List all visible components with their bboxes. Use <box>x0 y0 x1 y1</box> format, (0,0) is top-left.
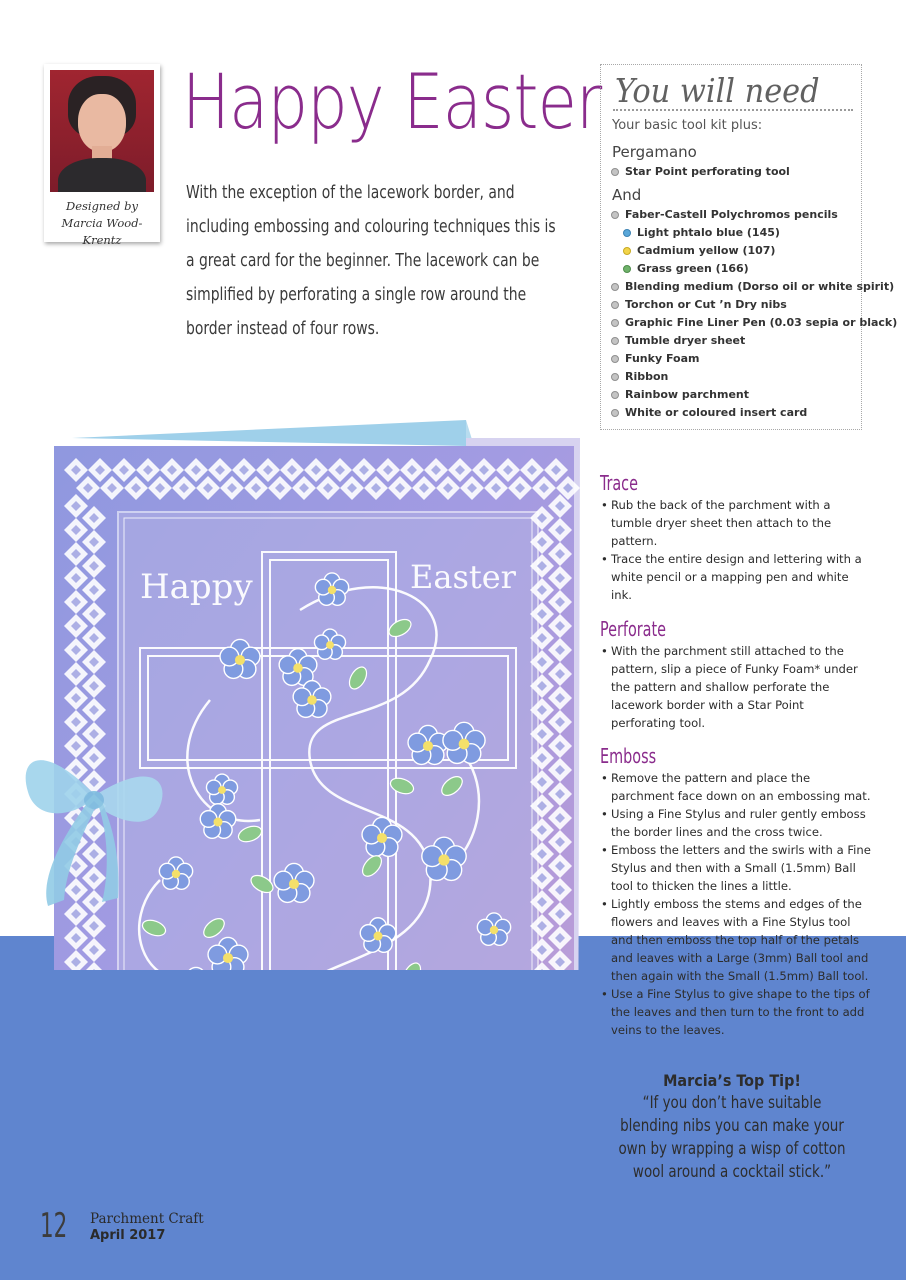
author-photo <box>50 70 154 192</box>
materials-title: You will need <box>615 71 820 110</box>
list-item: Grass green (166) <box>610 260 897 278</box>
perforate-list <box>600 642 872 732</box>
perforate-section <box>600 616 872 732</box>
materials-divider <box>613 109 853 111</box>
list-item: • With the parchment still attached to the pattern, slip a piece of Funky Foam* under the pattern and shallow perforate the lacework border with a Star Point perforating tool. <box>600 642 872 732</box>
list-item: Star Point perforating tool <box>610 163 790 181</box>
list-item: White or coloured insert card <box>610 404 897 422</box>
emboss-heading: Emboss <box>600 744 657 768</box>
list-item: • Lightly emboss the stems and edges of the flowers and leaves with a Fine Stylus tool and then emboss the top half of the petals and leaves with a Large (3mm) Ball tool and then again with the Small (1.5mm) Ball tool. <box>600 895 872 985</box>
bullet-icon <box>611 355 619 363</box>
issue-date: April 2017 <box>90 1228 166 1243</box>
list-item: Graphic Fine Liner Pen (0.03 sepia or black) <box>610 314 897 332</box>
bullet-icon <box>611 409 619 417</box>
list-item: Ribbon <box>610 368 897 386</box>
page-number: 12 <box>40 1206 68 1246</box>
bullet-icon <box>611 373 619 381</box>
designer-credit <box>44 198 160 249</box>
list-item: Light phtalo blue (145) <box>610 224 897 242</box>
card-word-happy: Happy <box>140 567 253 607</box>
magazine-name: Parchment Craft <box>90 1211 204 1227</box>
list-item: • Use a Fine Stylus to give shape to the tips of the leaves and then turn to the front to add veins to the leaves. <box>600 985 872 1039</box>
list-item: Blending medium (Dorso oil or white spirit) <box>610 278 897 296</box>
bullet-icon <box>611 391 619 399</box>
list-item: • Rub the back of the parchment with a tumble dryer sheet then attach to the pattern. <box>600 496 872 550</box>
easter-card-illustration <box>0 410 600 970</box>
card-word-easter: Easter <box>410 558 516 596</box>
emboss-section <box>600 743 872 1039</box>
list-item: Cadmium yellow (107) <box>610 242 897 260</box>
tip-quote: “If you don’t have suitable blending nibs you can make your own by wrapping a wisp of cotton wool around a cocktail stick.” <box>618 1093 846 1182</box>
list-item: Funky Foam <box>610 350 897 368</box>
trace-list <box>600 496 872 604</box>
trace-section <box>600 470 872 604</box>
pergamano-list <box>610 163 790 181</box>
list-item: Torchon or Cut ’n Dry nibs <box>610 296 897 314</box>
list-item: Tumble dryer sheet <box>610 332 897 350</box>
trace-heading: Trace <box>600 471 638 495</box>
bullet-icon <box>611 211 619 219</box>
designer-name: Marcia Wood-Krentz <box>61 216 143 247</box>
bullet-icon <box>611 168 619 176</box>
bullet-icon <box>611 337 619 345</box>
intro-paragraph: With the exception of the lacework border, and including embossing and colouring techniques this is a great card for the beginner. The lacework can be simplified by perforating a single row around the border instead of four rows. <box>186 182 556 339</box>
emboss-list <box>600 769 872 1039</box>
insert-card-back <box>72 420 466 446</box>
and-heading: And <box>612 186 642 204</box>
list-item: • Remove the pattern and place the parchment face down on an embossing mat. <box>600 769 872 805</box>
perforate-heading: Perforate <box>600 617 666 641</box>
list-item: • Emboss the letters and the swirls with a Fine Stylus and then with a Small (1.5mm) Ball tool to thicken the lines a little. <box>600 841 872 895</box>
tip-heading: Marcia’s Top Tip! <box>663 1071 801 1090</box>
list-item: Rainbow parchment <box>610 386 897 404</box>
list-item: Faber-Castell Polychromos pencils <box>610 206 897 224</box>
bullet-icon <box>611 319 619 327</box>
list-item: • Using a Fine Stylus and ruler gently emboss the border lines and the cross twice. <box>600 805 872 841</box>
pergamano-heading: Pergamano <box>612 143 697 161</box>
basic-toolkit-note: Your basic tool kit plus: <box>612 118 763 133</box>
page-title: Happy Easter <box>182 57 602 146</box>
colour-dot-icon <box>623 265 631 273</box>
top-tip <box>596 1070 868 1184</box>
bullet-icon <box>611 301 619 309</box>
list-item: • Trace the entire design and lettering with a white pencil or a mapping pen and white ink. <box>600 550 872 604</box>
and-list <box>610 206 897 422</box>
author-photo-frame <box>44 64 160 247</box>
colour-dot-icon <box>623 229 631 237</box>
bullet-icon <box>611 283 619 291</box>
designed-by-label: Designed by <box>65 199 139 213</box>
materials-box <box>600 64 898 430</box>
colour-dot-icon <box>623 247 631 255</box>
